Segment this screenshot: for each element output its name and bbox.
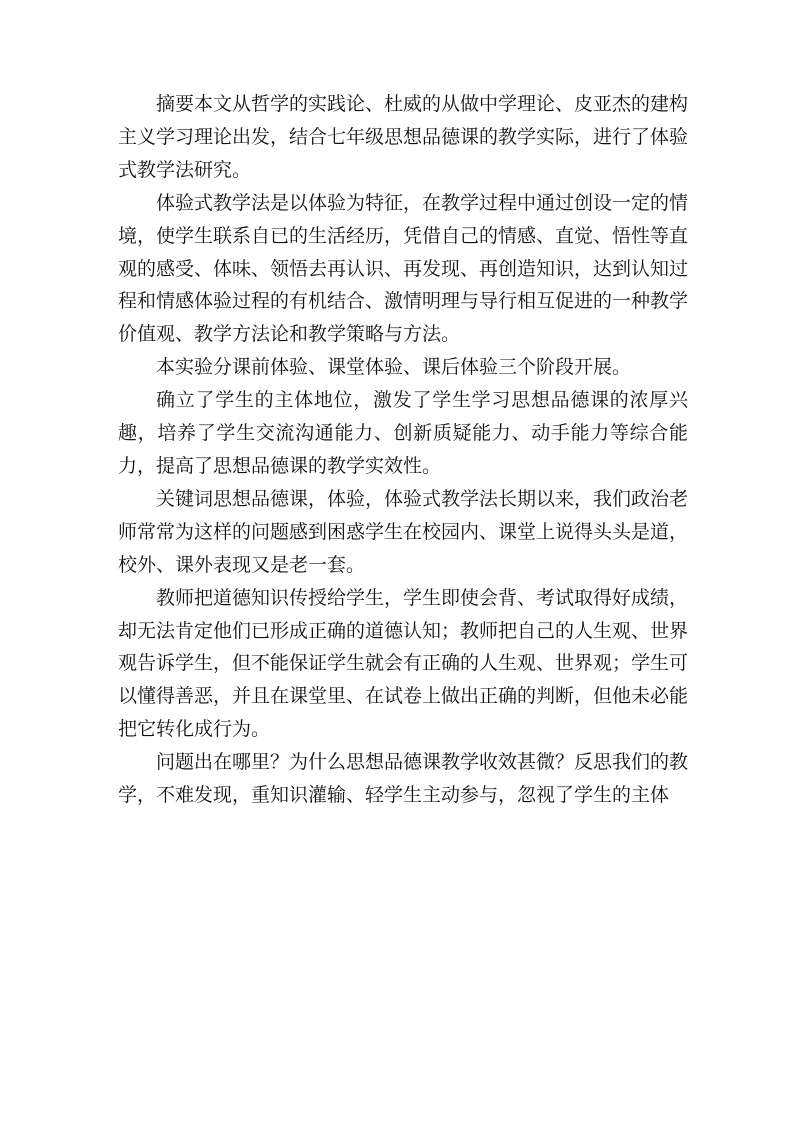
paragraph-stages: 本实验分课前体验、课堂体验、课后体验三个阶段开展。: [156, 356, 632, 379]
paragraph-abstract: 摘要本文从哲学的实践论、杜威的从做中学理论、皮亚杰的建构主义学习理论出发，结合七年级思想品德课的教学实际，进行了体验式教学法研究。: [118, 93, 689, 181]
paragraph-teacher-knowledge: 教师把道德知识传授给学生，学生即使会背、考试取得好成绩，却无法肯定他们已形成正确的道德认知；教师把自己的人生观、世界观告诉学生，但不能保证学生就会有正确的人生观、世界观；学生可以懂得善恶，并且在课堂里、在试卷上做出正确的判断，但他未必能把它转化成行为。: [118, 586, 689, 741]
paragraph-definition: 体验式教学法是以体验为特征，在教学过程中通过创设一定的情境，使学生联系自已的生活经历，凭借自己的情感、直觉、悟性等直观的感受、体味、领悟去再认识、再发现、再创造知识，达到认知过程和情感体验过程的有机结合、激情明理与导行相互促进的一种教学价值观、教学方法论和教学策略与方法。: [118, 191, 689, 346]
document-page: [118, 88, 688, 812]
paragraph-problem: 问题出在哪里？为什么思想品德课教学收效甚微？反思我们的教学，不难发现，重知识灌输、轻学生主动参与，忽视了学生的主体: [118, 751, 689, 807]
paragraph-results: 确立了学生的主体地位，激发了学生学习思想品德课的浓厚兴趣，培养了学生交流沟通能力、创新质疑能力、动手能力等综合能力，提高了思想品德课的教学实效性。: [118, 389, 688, 477]
paragraph-keywords: 关键词思想品德课，体验，体验式教学法长期以来，我们政治老师常常为这样的问题感到困惑学生在校园内、课堂上说得头头是道，校外、课外表现又是老一套。: [118, 487, 689, 576]
